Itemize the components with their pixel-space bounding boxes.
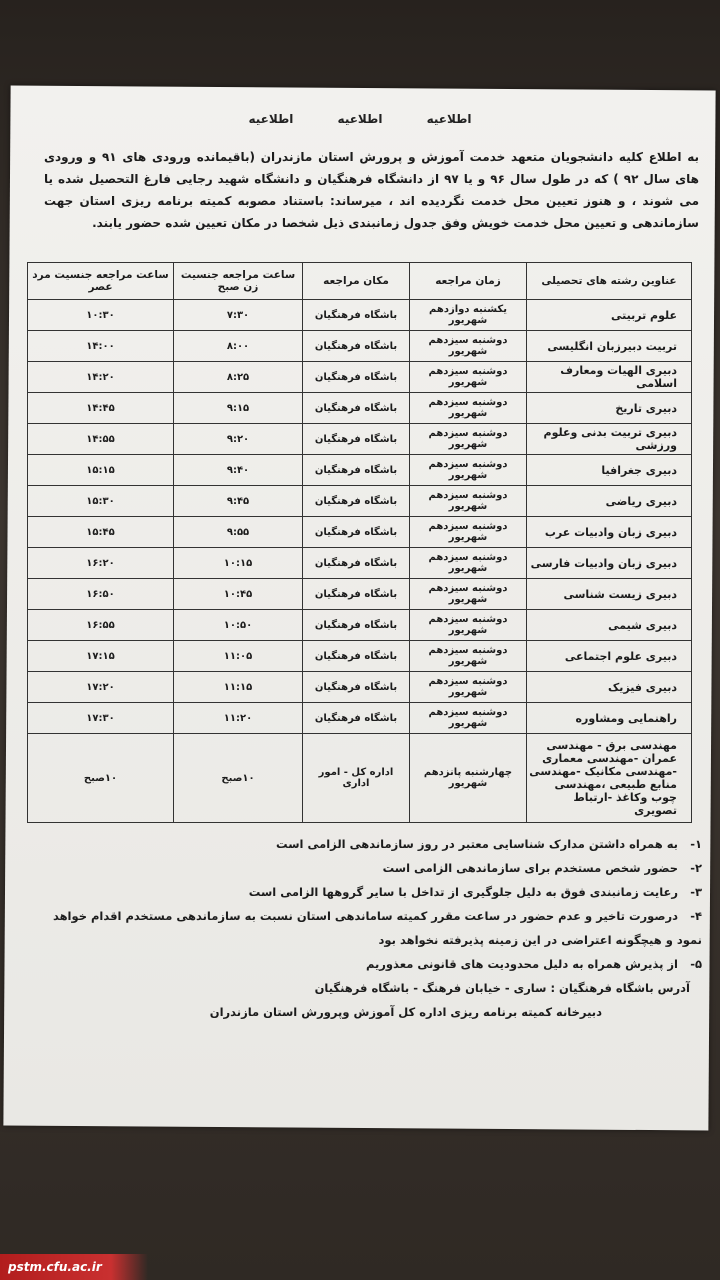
cell-women-time: ۹:۴۰ [174,455,303,486]
cell-men-time: ۱۰صبح [28,734,174,823]
cell-place: باشگاه فرهنگیان [303,517,410,548]
signature-line: دبیرخانه کمیته برنامه ریزی اداره کل آموزش وپرورش استان مازندران [209,1005,602,1019]
cell-field: دبیری زبان وادبیات فارسی [527,548,692,579]
watermark-url: pstm.cfu.ac.ir [0,1254,148,1280]
header-men-time: ساعت مراجعه جنسیت مرد عصر [28,263,174,300]
cell-men-time: ۱۵:۱۵ [28,455,174,486]
cell-women-time: ۱۱:۲۰ [174,703,303,734]
notes-section [30,832,702,1024]
cell-men-time: ۱۷:۳۰ [28,703,174,734]
cell-time: دوشنبه سیزدهم شهریور [410,455,527,486]
cell-place: باشگاه فرهنگیان [303,641,410,672]
cell-women-time: ۹:۵۵ [174,517,303,548]
cell-field: دبیری جغرافیا [527,455,692,486]
cell-men-time: ۱۴:۲۰ [28,362,174,393]
cell-women-time: ۱۱:۱۵ [174,672,303,703]
cell-field: دبیری تاریخ [527,393,692,424]
cell-women-time: ۱۰:۱۵ [174,548,303,579]
cell-women-time: ۷:۳۰ [174,300,303,331]
cell-field: تربیت دبیرزبان انگلیسی [527,331,692,362]
note-number: ۵- [690,957,702,971]
cell-women-time: ۱۰:۴۵ [174,579,303,610]
note-text: حضور شخص مستخدم برای سازماندهی الزامی است [382,861,678,875]
note-number: ۲- [690,861,702,875]
note-number: ۳- [690,885,702,899]
cell-time: دوشنبه سیزدهم شهریور [410,517,527,548]
cell-field: دبیری ریاضی [527,486,692,517]
announcement-header: اطلاعیه اطلاعیه اطلاعیه [248,112,472,126]
table-row [28,517,692,548]
cell-place: باشگاه فرهنگیان [303,424,410,455]
table-row [28,393,692,424]
cell-women-time: ۸:۰۰ [174,331,303,362]
cell-time: دوشنبه سیزدهم شهریور [410,703,527,734]
cell-men-time: ۱۷:۲۰ [28,672,174,703]
cell-place: باشگاه فرهنگیان [303,455,410,486]
cell-time: دوشنبه سیزدهم شهریور [410,548,527,579]
table-row [28,610,692,641]
cell-time: دوشنبه سیزدهم شهریور [410,579,527,610]
note-text: رعایت زمانبندی فوق به دلیل جلوگیری از تداخل با سایر گروهها الزامی است [248,885,678,899]
cell-women-time: ۱۱:۰۵ [174,641,303,672]
table-row [28,362,692,393]
cell-time: دوشنبه سیزدهم شهریور [410,641,527,672]
note-item [30,880,702,904]
cell-women-time: ۹:۴۵ [174,486,303,517]
intro-paragraph: به اطلاع کلیه دانشجویان متعهد خدمت آموزش و پرورش استان مازندران (باقیمانده ورودی های ۹۱ و ورودی های سال ۹۲ ) که در طول سال ۹۶ و یا ۹۷ از دانشگاه فرهنگیان و دانشگاه شهید رجایی فارغ التحصیل شده یا می شوند ، و هنوز تعیین محل خدمت نگردیده اند ، میرساند: باستناد مصوبه کمیته برنامه ریزی استان جهت سازماندهی و تعیین محل خدمت خویش وفق جدول زمانبندی ذیل شخصا در مکان تعیین شده حضور یابند. [44,150,700,230]
schedule-table [27,262,692,823]
cell-time: دوشنبه سیزدهم شهریور [410,424,527,455]
table-row [28,641,692,672]
table-row [28,486,692,517]
cell-men-time: ۱۷:۱۵ [28,641,174,672]
cell-place: باشگاه فرهنگیان [303,331,410,362]
cell-field: مهندسی برق - مهندسی عمران -مهندسی معماری -مهندسی مکانیک -مهندسی منابع طبیعی ،مهندسی چوب وکاغذ -ارتباط تصویری [527,734,692,823]
cell-field: راهنمایی ومشاوره [527,703,692,734]
cell-time: دوشنبه سیزدهم شهریور [410,486,527,517]
cell-field: علوم تربیتی [527,300,692,331]
cell-men-time: ۱۴:۵۵ [28,424,174,455]
cell-field: دبیری فیزیک [527,672,692,703]
cell-men-time: ۱۵:۳۰ [28,486,174,517]
cell-time: دوشنبه سیزدهم شهریور [410,362,527,393]
note-number: ۱- [690,837,702,851]
cell-field: دبیری زبان وادبیات عرب [527,517,692,548]
note-text: به همراه داشتن مدارک شناسایی معتبر در روز سازماندهی الزامی است [276,837,678,851]
table-row [28,703,692,734]
note-item [30,904,702,952]
cell-time: یکشنبه دوازدهم شهریور [410,300,527,331]
header-field: عناوین رشته های تحصیلی [527,263,692,300]
table-row [28,424,692,455]
cell-men-time: ۱۴:۰۰ [28,331,174,362]
table-row [28,579,692,610]
cell-place: باشگاه فرهنگیان [303,300,410,331]
cell-men-time: ۱۵:۴۵ [28,517,174,548]
cell-women-time: ۹:۲۰ [174,424,303,455]
cell-place: باشگاه فرهنگیان [303,548,410,579]
table-header-row [28,263,692,300]
cell-field: دبیری شیمی [527,610,692,641]
cell-women-time: ۱۰صبح [174,734,303,823]
cell-place: باشگاه فرهنگیان [303,486,410,517]
cell-women-time: ۱۰:۵۰ [174,610,303,641]
cell-time: دوشنبه سیزدهم شهریور [410,393,527,424]
cell-place: اداره کل - امور اداری [303,734,410,823]
cell-women-time: ۹:۱۵ [174,393,303,424]
cell-field: دبیری علوم اجتماعی [527,641,692,672]
cell-men-time: ۱۶:۲۰ [28,548,174,579]
cell-women-time: ۸:۲۵ [174,362,303,393]
cell-place: باشگاه فرهنگیان [303,672,410,703]
cell-time: چهارشنبه پانزدهم شهریور [410,734,527,823]
note-text: از پذیرش همراه به دلیل محدودیت های قانونی معذوریم [365,957,678,971]
header-time: زمان مراجعه [410,263,527,300]
cell-place: باشگاه فرهنگیان [303,362,410,393]
table-row [28,734,692,823]
note-item [30,856,702,880]
cell-field: دبیری زیست شناسی [527,579,692,610]
table-row [28,331,692,362]
cell-men-time: ۱۴:۴۵ [28,393,174,424]
note-item [30,952,702,976]
cell-time: دوشنبه سیزدهم شهریور [410,331,527,362]
cell-men-time: ۱۰:۳۰ [28,300,174,331]
table-row [28,300,692,331]
cell-time: دوشنبه سیزدهم شهریور [410,672,527,703]
cell-place: باشگاه فرهنگیان [303,610,410,641]
cell-place: باشگاه فرهنگیان [303,579,410,610]
note-item [30,832,702,856]
note-number: ۴- [690,909,702,923]
note-text: درصورت تاخیر و عدم حضور در ساعت مقرر کمیته ساماندهی استان نسبت به سازماندهی مستخدم اقدام خواهد نمود و هیچگونه اعتراضی در این زمینه پذیرفته نخواهد بود [52,909,702,947]
cell-men-time: ۱۶:۵۵ [28,610,174,641]
cell-time: دوشنبه سیزدهم شهریور [410,610,527,641]
table-row [28,672,692,703]
cell-place: باشگاه فرهنگیان [303,703,410,734]
header-women-time: ساعت مراجعه جنسیت زن صبح [174,263,303,300]
cell-field: دبیری الهیات ومعارف اسلامی [527,362,692,393]
table-row [28,455,692,486]
address-line: آدرس باشگاه فرهنگیان : ساری - خیابان فرهنگ - باشگاه فرهنگیان [314,981,690,995]
cell-place: باشگاه فرهنگیان [303,393,410,424]
cell-field: دبیری تربیت بدنی وعلوم ورزشی [527,424,692,455]
table-row [28,548,692,579]
header-place: مکان مراجعه [303,263,410,300]
cell-men-time: ۱۶:۵۰ [28,579,174,610]
